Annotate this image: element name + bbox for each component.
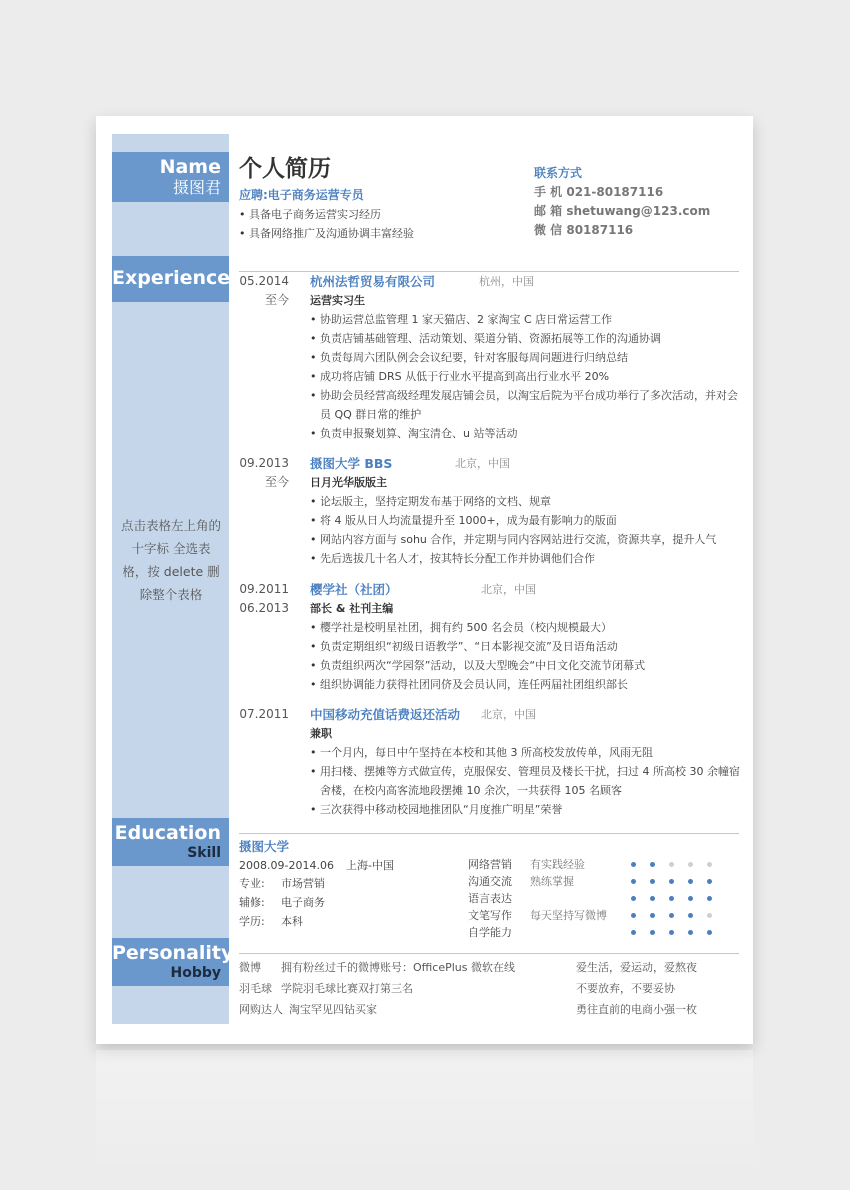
skill-level-dot — [669, 930, 674, 935]
exp-item: • 组织协调能力获得社团同侪及会员认同，连任两届社团组织部长 — [310, 675, 740, 694]
exp-location: 北京，中国 — [481, 583, 536, 596]
highlight-list — [239, 205, 414, 243]
exp-item: • 三次获得中移动校园地推团队“月度推广明星”荣誉 — [310, 800, 740, 819]
skill-level-dot — [688, 879, 693, 884]
skill-level-dot — [669, 879, 674, 884]
personality-label: Personality — [112, 942, 234, 964]
highlight-item: • 具备电子商务运营实习经历 — [239, 205, 414, 224]
exp-end: 06.2013 — [239, 601, 289, 615]
hobby-row — [239, 999, 739, 1020]
resume-sheet — [96, 116, 753, 1044]
skill-level-dot — [707, 896, 712, 901]
skill-level-dot — [707, 879, 712, 884]
personality-band — [112, 938, 234, 986]
skill-desc: 有实践经验 — [530, 858, 585, 871]
exp-item: • 成功将店铺 DRS 从低于行业水平提高到高出行业水平 20% — [310, 367, 740, 386]
education-rows — [239, 874, 325, 931]
exp-company: 杭州法哲贸易有限公司 — [310, 274, 436, 289]
exp-role: 日月光华版版主 — [310, 476, 387, 489]
skill-name: 文笔写作 — [468, 909, 512, 922]
school-name: 摄图大学 — [239, 839, 290, 854]
education-row — [239, 874, 325, 893]
hobby-desc: 淘宝罕见四钻买家 — [289, 1003, 377, 1016]
skill-name: 自学能力 — [468, 926, 512, 939]
education-row-value: 电子商务 — [281, 896, 325, 909]
exp-item: • 将 4 版从日人均流量提升至 1000+，成为最有影响力的版面 — [310, 511, 740, 530]
exp-company: 摄图大学 BBS — [310, 456, 393, 471]
education-label: Education — [114, 822, 221, 844]
skill-level-dot — [688, 896, 693, 901]
exp-location: 杭州，中国 — [479, 275, 534, 288]
exp-item: • 一个月内，每日中午坚持在本校和其他 3 所高校发放传单，风雨无阻 — [310, 743, 740, 762]
exp-item: • 负责每周六团队例会会议纪要，针对客服每周问题进行归纳总结 — [310, 348, 740, 367]
skill-level-dot — [650, 896, 655, 901]
divider — [239, 271, 739, 272]
exp-item: • 网站内容方面与 sohu 合作，并定期与同内容网站进行交流，资源共享，提升人气 — [310, 530, 740, 549]
hobby-motto: 爱生活，爱运动，爱熬夜 — [576, 961, 697, 974]
exp-item: • 协助运营总监管理 1 家天猫店、2 家淘宝 C 店日常运营工作 — [310, 310, 740, 329]
hobby-row — [239, 978, 739, 999]
sidebar-strip — [112, 302, 229, 818]
exp-items — [310, 492, 740, 568]
skill-level-dot — [650, 930, 655, 935]
education-row-label: 辅修: — [239, 896, 265, 909]
education-row-value: 本科 — [281, 915, 303, 928]
skill-level-dot — [688, 930, 693, 935]
sidebar-strip — [112, 866, 229, 938]
skill-level-dot — [631, 862, 636, 867]
exp-item: • 负责定期组织“初级日语教学”、“日本影视交流”及日语角活动 — [310, 637, 740, 656]
divider — [239, 953, 739, 954]
skill-name: 语言表达 — [468, 892, 512, 905]
exp-items — [310, 743, 740, 819]
exp-item: • 樱学社是校明星社团，拥有约 500 名会员（校内规模最大） — [310, 618, 740, 637]
skill-level-dot — [669, 913, 674, 918]
education-period: 2008.09-2014.06 — [239, 859, 334, 872]
hobby-label: Hobby — [170, 965, 221, 981]
exp-role: 部长 & 社刊主编 — [310, 602, 394, 615]
divider — [239, 833, 739, 834]
skill-label: Skill — [187, 845, 221, 861]
exp-item: • 负责组织两次“学园祭”活动，以及大型晚会“中日文化交流节闭幕式 — [310, 656, 740, 675]
exp-item: • 协助会员经营高级经理发展店铺会员，以淘宝后院为平台成功举行了多次活动，并对会员 QQ 群日常的维护 — [310, 386, 740, 424]
skill-level-dot — [631, 913, 636, 918]
skill-level-dot — [669, 862, 674, 867]
skill-list — [468, 856, 718, 952]
education-band — [112, 818, 229, 866]
skill-level-dot — [707, 862, 712, 867]
contact-title: 联系方式 — [534, 166, 583, 180]
contact-block — [534, 164, 710, 240]
education-city: 上海-中国 — [346, 859, 394, 872]
contact-wechat: 微 信 80187116 — [534, 223, 634, 237]
exp-item: • 负责申报聚划算、淘宝清仓、u 站等活动 — [310, 424, 740, 443]
experience-band — [112, 256, 229, 302]
name-band — [112, 152, 229, 202]
exp-location: 北京，中国 — [455, 457, 510, 470]
skill-level-dot — [669, 896, 674, 901]
hobby-name: 微博 — [239, 961, 261, 974]
sidebar-strip — [112, 202, 229, 256]
experience-label: Experience — [112, 267, 231, 289]
hobby-motto: 勇往直前的电商小强一枚 — [576, 1003, 697, 1016]
skill-desc: 每天坚持写微博 — [530, 909, 607, 922]
exp-item: • 论坛版主，坚持定期发布基于网络的文档、规章 — [310, 492, 740, 511]
skill-level-dot — [650, 862, 655, 867]
education-row-value: 市场营销 — [281, 877, 325, 890]
hobby-motto: 不要放弃，不要妥协 — [576, 982, 675, 995]
hobby-list — [239, 957, 739, 1020]
education-row — [239, 893, 325, 912]
job-title: 应聘:电子商务运营专员 — [239, 188, 364, 202]
exp-item: • 负责店铺基础管理、活动策划、渠道分销、资源拓展等工作的沟通协调 — [310, 329, 740, 348]
education-row-label: 专业: — [239, 877, 265, 890]
hobby-desc: 学院羽毛球比赛双打第三名 — [281, 982, 413, 995]
exp-item: • 用扫楼、摆摊等方式做宣传，克服保安、管理员及楼长干扰，扫过 4 所高校 30 余幢宿舍楼，在校内高客流地段摆摊 10 余次，一共获得 105 名顾客 — [310, 762, 740, 800]
exp-company: 樱学社（社团） — [310, 582, 398, 597]
skill-level-dot — [707, 913, 712, 918]
hobby-row — [239, 957, 739, 978]
skill-level-dot — [688, 913, 693, 918]
exp-start: 05.2014 — [239, 274, 289, 288]
highlight-item: • 具备网络推广及沟通协调丰富经验 — [239, 224, 414, 243]
contact-phone: 手 机 021-80187116 — [534, 185, 664, 199]
exp-role: 运营实习生 — [310, 294, 365, 307]
hobby-desc: 拥有粉丝过千的微博账号：OfficePlus 微软在线 — [281, 961, 515, 974]
skill-level-dot — [707, 930, 712, 935]
hobby-name: 羽毛球 — [239, 982, 272, 995]
skill-level-dot — [688, 862, 693, 867]
sheet-reflection — [96, 1050, 753, 1180]
sidebar-strip — [112, 986, 229, 1024]
education-row — [239, 912, 325, 931]
name-label: Name — [159, 156, 221, 178]
skill-level-dot — [650, 879, 655, 884]
exp-start: 09.2013 — [239, 456, 289, 470]
skill-level-dot — [631, 879, 636, 884]
page-title: 个人简历 — [239, 156, 331, 182]
hobby-name: 网购达人 — [239, 1003, 283, 1016]
skill-level-dot — [631, 896, 636, 901]
skill-desc: 熟练掌握 — [530, 875, 574, 888]
exp-location: 北京，中国 — [481, 708, 536, 721]
contact-email: 邮 箱 shetuwang@123.com — [534, 204, 711, 218]
skill-level-dot — [650, 913, 655, 918]
exp-start: 09.2011 — [239, 582, 289, 596]
skill-name: 沟通交流 — [468, 875, 512, 888]
sidebar-note: 点击表格左上角的 十字标 全选表格，按 delete 删除整个表格 — [120, 518, 221, 602]
name-value: 摄图君 — [172, 178, 221, 197]
exp-item: • 先后选拔几十名人才，按其特长分配工作并协调他们合作 — [310, 549, 740, 568]
skill-level-dot — [631, 930, 636, 935]
education-row-label: 学历: — [239, 915, 265, 928]
exp-items — [310, 618, 740, 694]
exp-end: 至今 — [264, 293, 289, 307]
exp-role: 兼职 — [310, 727, 332, 740]
exp-end: 至今 — [264, 475, 289, 489]
skill-name: 网络营销 — [468, 858, 512, 871]
exp-items — [310, 310, 740, 443]
exp-company: 中国移动充值话费返还活动 — [310, 707, 461, 722]
exp-start: 07.2011 — [239, 707, 289, 721]
